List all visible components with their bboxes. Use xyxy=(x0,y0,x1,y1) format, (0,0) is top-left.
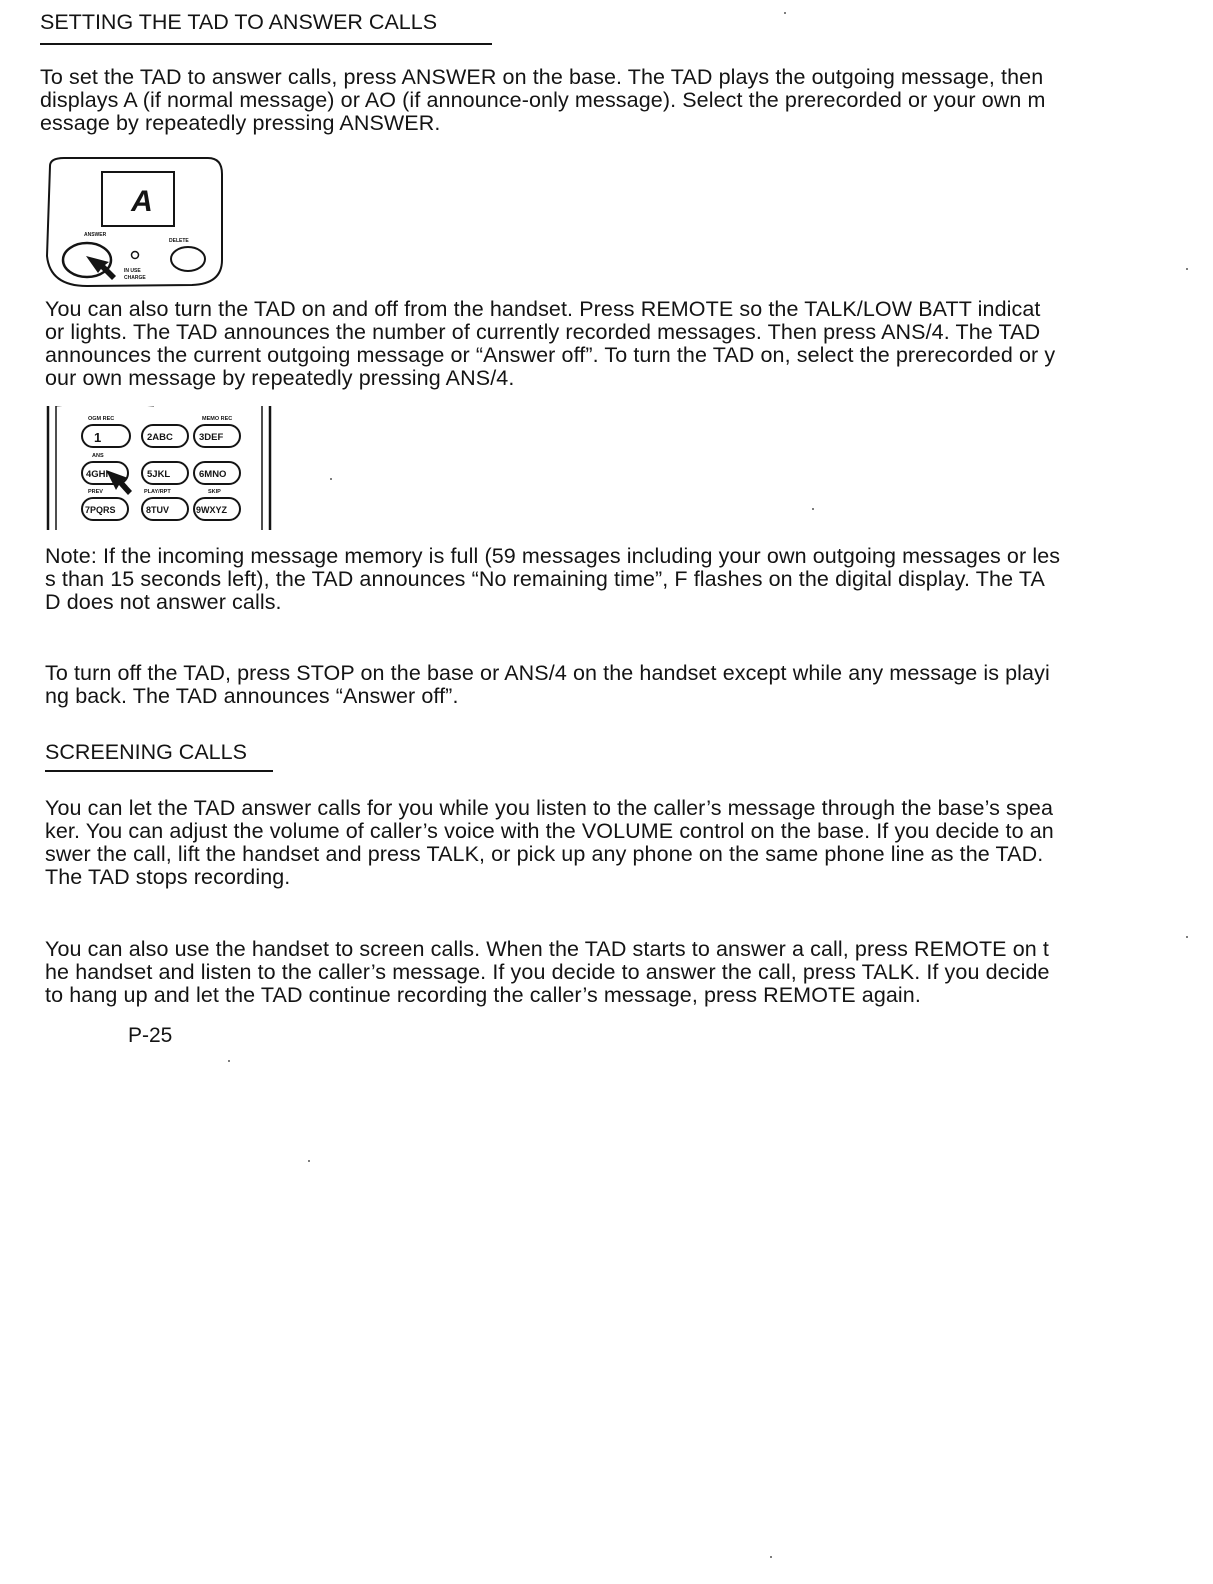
in-use-label: IN USE xyxy=(124,268,141,274)
text-line: essage by repeatedly pressing ANSWER. xyxy=(40,111,441,135)
scan-speck xyxy=(228,1060,230,1062)
ans-label: ANS xyxy=(92,453,104,459)
delete-button-drawing xyxy=(171,247,205,271)
answer-button-drawing xyxy=(63,243,111,277)
text-line: he handset and listen to the caller’s message. If you decide to answer the call, press TALK. If you decide xyxy=(45,960,1050,984)
text-line: our own message by repeatedly pressing ANS/4. xyxy=(45,366,515,390)
note-memory-full xyxy=(45,545,1060,614)
text-line: to hang up and let the TAD continue recording the caller’s message, press REMOTE again. xyxy=(45,983,921,1007)
charge-label: CHARGE xyxy=(124,275,146,281)
scan-speck xyxy=(330,478,332,480)
key-4-label: 4GHI xyxy=(86,469,109,480)
ogm-rec-label: OGM REC xyxy=(88,416,115,422)
paragraph-screening-base xyxy=(45,797,1054,889)
text-line: ng back. The TAD announces “Answer off”. xyxy=(45,684,459,708)
scan-speck xyxy=(812,508,814,510)
key-9-label: 9WXYZ xyxy=(196,505,228,515)
paragraph-screening-handset xyxy=(45,938,1050,1007)
text-line: announces the current outgoing message or “Answer off”. To turn the TAD on, select the prerecorded or y xyxy=(45,343,1056,367)
prev-label: PREV xyxy=(88,489,103,495)
key-7-label: 7PQRS xyxy=(85,505,116,515)
memo-rec-label: MEMO REC xyxy=(202,416,233,422)
heading-underline xyxy=(45,770,273,772)
heading-setting-tad-text: SETTING THE TAD TO ANSWER CALLS xyxy=(40,10,438,34)
text-line: You can let the TAD answer calls for you while you listen to the caller’s message through the base’s spea xyxy=(45,796,1054,820)
text-line: s than 15 seconds left), the TAD announces “No remaining time”, F flashes on the digital display. The TA xyxy=(45,567,1045,591)
key-3-label: 3DEF xyxy=(199,432,224,443)
text-line: displays A (if normal message) or AO (if announce-only message). Select the prerecorded or your own m xyxy=(40,88,1046,112)
text-line: The TAD stops recording. xyxy=(45,865,291,889)
display-character: A xyxy=(131,185,153,218)
scan-speck xyxy=(1186,936,1188,938)
skip-label: SKIP xyxy=(208,489,221,495)
heading-screening-calls-text: SCREENING CALLS xyxy=(45,740,247,764)
text-line: ker. You can adjust the volume of caller’s voice with the VOLUME control on the base. If you decide to an xyxy=(45,819,1054,843)
key-2-label: 2ABC xyxy=(147,432,173,443)
heading-underline xyxy=(40,43,492,45)
play-rpt-label: PLAY/RPT xyxy=(144,489,171,495)
text-line: or lights. The TAD announces the number of currently recorded messages. Then press ANS/4. The TAD xyxy=(45,320,1041,344)
heading-setting-tad xyxy=(40,10,437,34)
paragraph-turn-off xyxy=(45,662,1050,708)
text-line: You can also use the handset to screen calls. When the TAD starts to answer a call, press REMOTE on t xyxy=(45,937,1049,961)
text-line: To set the TAD to answer calls, press ANSWER on the base. The TAD plays the outgoing message, then xyxy=(40,65,1044,89)
key-6-label: 6MNO xyxy=(199,469,227,480)
scan-speck xyxy=(308,1160,310,1162)
key-1-label: 1 xyxy=(94,430,102,445)
paragraph-handset-tad xyxy=(45,298,1055,390)
text-line: D does not answer calls. xyxy=(45,590,282,614)
text-line: swer the call, lift the handset and press TALK, or pick up any phone on the same phone line as the TAD. xyxy=(45,842,1044,866)
scan-speck xyxy=(784,12,786,14)
text-line: To turn off the TAD, press STOP on the base or ANS/4 on the handset except while any message is playi xyxy=(45,661,1050,685)
handset-keypad-figure xyxy=(44,406,276,530)
base-unit-figure xyxy=(32,156,232,290)
text-line: Note: If the incoming message memory is full (59 messages including your own outgoing messages or les xyxy=(45,544,1061,568)
text-line: You can also turn the TAD on and off from the handset. Press REMOTE so the TALK/LOW BATT indicat xyxy=(45,297,1041,321)
key-row-1 xyxy=(82,425,240,447)
delete-label: DELETE xyxy=(169,238,189,244)
key-5-label: 5JKL xyxy=(147,469,171,480)
scan-speck xyxy=(770,1556,772,1558)
answer-label: ANSWER xyxy=(84,232,107,238)
key-8-label: 8TUV xyxy=(146,505,170,515)
paragraph-set-tad xyxy=(40,66,1046,135)
base-unit-illustration xyxy=(32,156,232,290)
scan-speck xyxy=(1186,268,1188,270)
handset-keypad-illustration xyxy=(44,406,276,530)
key-row-3 xyxy=(82,498,240,520)
page-number: P-25 xyxy=(128,1024,173,1047)
heading-screening-calls xyxy=(45,740,247,764)
